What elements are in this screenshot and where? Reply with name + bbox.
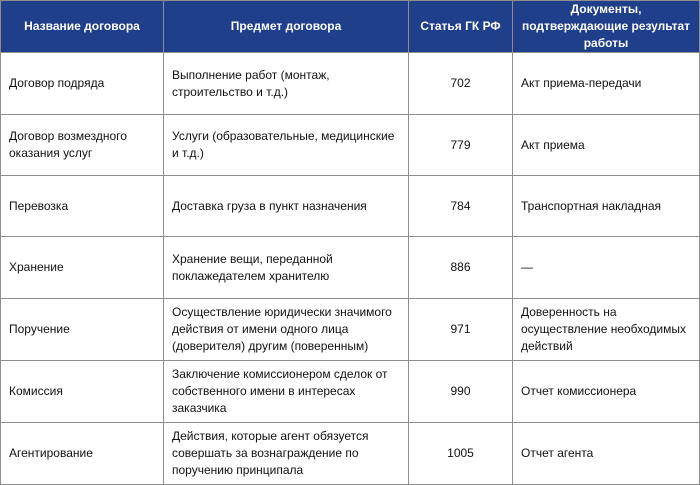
header-confirming-documents: Документы, подтверждающие результат работы (513, 1, 700, 53)
table-row (1, 115, 700, 176)
table-row (1, 361, 700, 423)
header-row (1, 1, 700, 53)
contract-name-cell: Агентирование (1, 423, 164, 485)
contract-subject-cell: Заключение комиссионером сделок от собственного имени в интересах заказчика (164, 361, 409, 423)
contract-subject-cell: Действия, которые агент обязуется совершать за вознаграждение по поручению принципала (164, 423, 409, 485)
table-row (1, 423, 700, 485)
contract-name-cell: Перевозка (1, 176, 164, 237)
article-cell: 1005 (409, 423, 513, 485)
contract-subject-cell: Услуги (образовательные, медицинские и т.д.) (164, 115, 409, 176)
article-cell: 784 (409, 176, 513, 237)
contract-subject-cell: Выполнение работ (монтаж, строительство и т.д.) (164, 53, 409, 115)
documents-cell: Акт приема-передачи (513, 53, 700, 115)
contract-name-cell: Договор возмездного оказания услуг (1, 115, 164, 176)
documents-cell: Отчет агента (513, 423, 700, 485)
article-cell: 779 (409, 115, 513, 176)
documents-cell: Акт приема (513, 115, 700, 176)
table-body (1, 53, 700, 485)
header-contract-subject: Предмет договора (164, 1, 409, 53)
contract-name-cell: Поручение (1, 299, 164, 361)
table-row (1, 176, 700, 237)
contract-subject-cell: Осуществление юридически значимого действия от имени одного лица (доверителя) другим (поверенным) (164, 299, 409, 361)
documents-cell: Транспортная накладная (513, 176, 700, 237)
header-contract-name: Название договора (1, 1, 164, 53)
documents-cell: Доверенность на осуществление необходимых действий (513, 299, 700, 361)
contract-subject-cell: Хранение вещи, переданной поклажедателем хранителю (164, 237, 409, 299)
table-header (1, 1, 700, 53)
article-cell: 990 (409, 361, 513, 423)
contract-name-cell: Комиссия (1, 361, 164, 423)
documents-cell: — (513, 237, 700, 299)
contract-name-cell: Хранение (1, 237, 164, 299)
documents-cell: Отчет комиссионера (513, 361, 700, 423)
header-civil-code-article: Статья ГК РФ (409, 1, 513, 53)
table-row (1, 299, 700, 361)
article-cell: 886 (409, 237, 513, 299)
contract-subject-cell: Доставка груза в пункт назначения (164, 176, 409, 237)
article-cell: 971 (409, 299, 513, 361)
table-row (1, 53, 700, 115)
table-row (1, 237, 700, 299)
article-cell: 702 (409, 53, 513, 115)
contract-name-cell: Договор подряда (1, 53, 164, 115)
